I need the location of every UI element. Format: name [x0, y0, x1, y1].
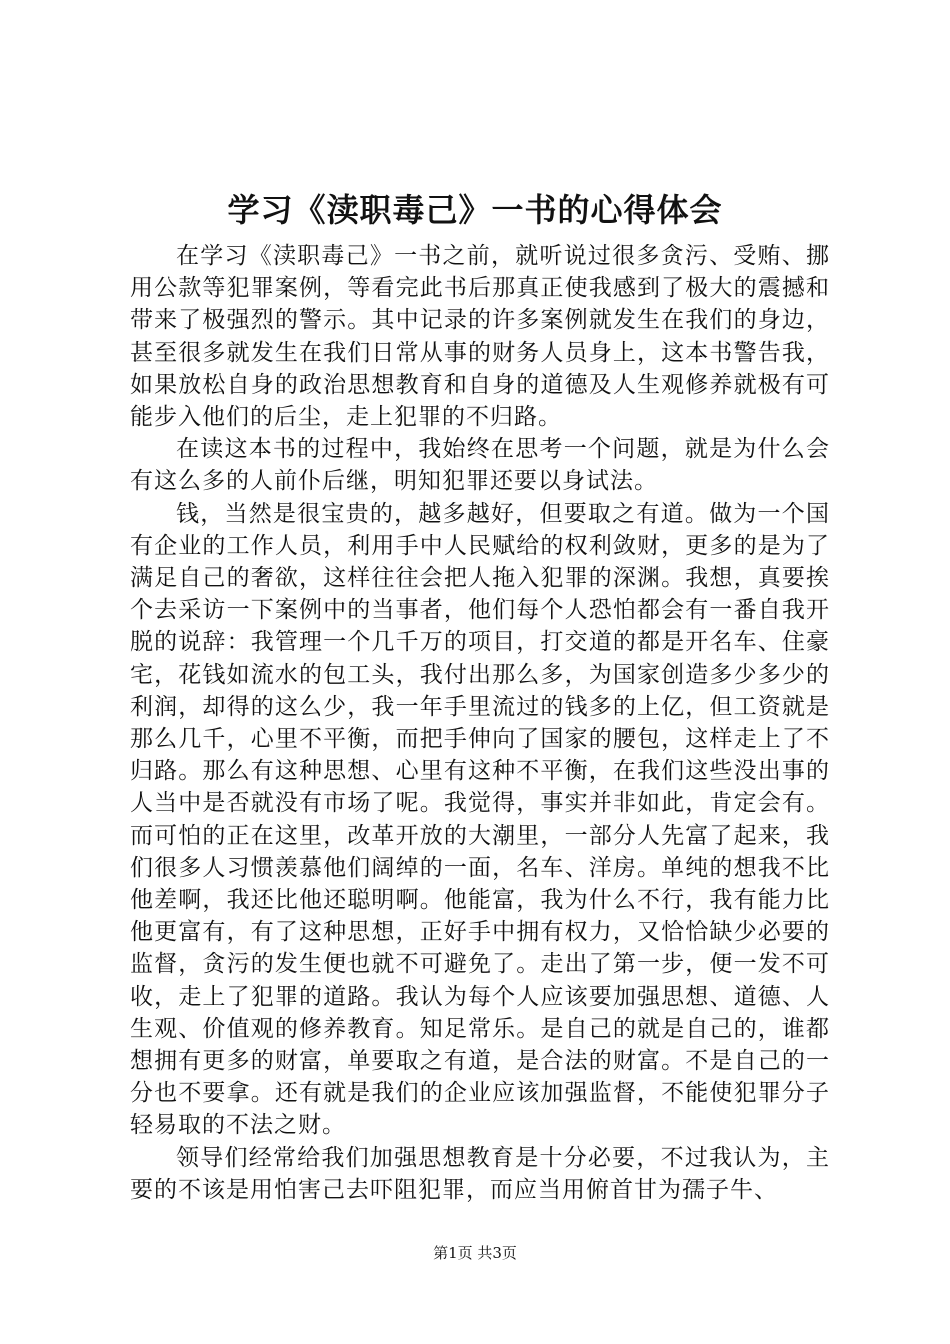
document-title: 学习《渎职毒己》一书的心得体会 — [227, 191, 723, 229]
paragraph: 钱，当然是很宝贵的，越多越好，但要取之有道。做为一个国有企业的工作人员，利用手中人民赋给的权利敛财，更多的是为了满足自己的奢欲，这样往往会把人拖入犯罪的深渊。我想，真要挨个去采访一下案例中的当事者，他们每个人恐怕都会有一番自我开脱的说辞：我管理一个几千万的项目，打交道的都是开名车、住豪宅，花钱如流水的包工头，我付出那么多，为国家创造多少多少的利润，却得的这么少，我一年手里流过的钱多的上亿，但工资就是那么几千，心里不平衡，而把手伸向了国家的腰包，这样走上了不归路。那么有这种思想、心里有这种不平衡，在我们这些没出事的人当中是否就没有市场了呢。我觉得，事实并非如此，肯定会有。而可怕的正在这里，改革开放的大潮里，一部分人先富了起来，我们很多人习惯羡慕他们阔绰的一面，名车、洋房。单纯的想我不比他差啊，我还比他还聪明啊。他能富，我为什么不行，我有能力比他更富有，有了这种思想，正好手中拥有权力，又恰恰缺少必要的监督，贪污的发生便也就不可避免了。走出了第一步，便一发不可收，走上了犯罪的道路。我认为每个人应该要加强思想、道德、人生观、价值观的修养教育。知足常乐。是自己的就是自己的，谁都想拥有更多的财富，单要取之有道，是合法的财富。不是自己的一分也不要拿。还有就是我们的企业应该加强监督，不能使犯罪分子轻易取的不法之财。 — [130, 500, 830, 1139]
paragraph: 在读这本书的过程中，我始终在思考一个问题，就是为什么会有这么多的人前仆后继，明知犯罪还要以身试法。 — [130, 436, 830, 495]
document-body — [130, 240, 830, 1206]
paragraph: 在学习《渎职毒己》一书之前，就听说过很多贪污、受贿、挪用公款等犯罪案例，等看完此书后那真正使我感到了极大的震撼和带来了极强烈的警示。其中记录的许多案例就发生在我们的身边，甚至很多就发生在我们日常从事的财务人员身上，这本书警告我，如果放松自身的政治思想教育和自身的道德及人生观修养就极有可能步入他们的后尘，走上犯罪的不归路。 — [130, 243, 830, 431]
paragraph: 领导们经常给我们加强思想教育是十分必要，不过我认为，主要的不该是用怕害己去吓阻犯罪，而应当用俯首甘为孺子牛、 — [130, 1144, 830, 1203]
page-number-footer: 第1页 共3页 — [433, 1244, 517, 1262]
